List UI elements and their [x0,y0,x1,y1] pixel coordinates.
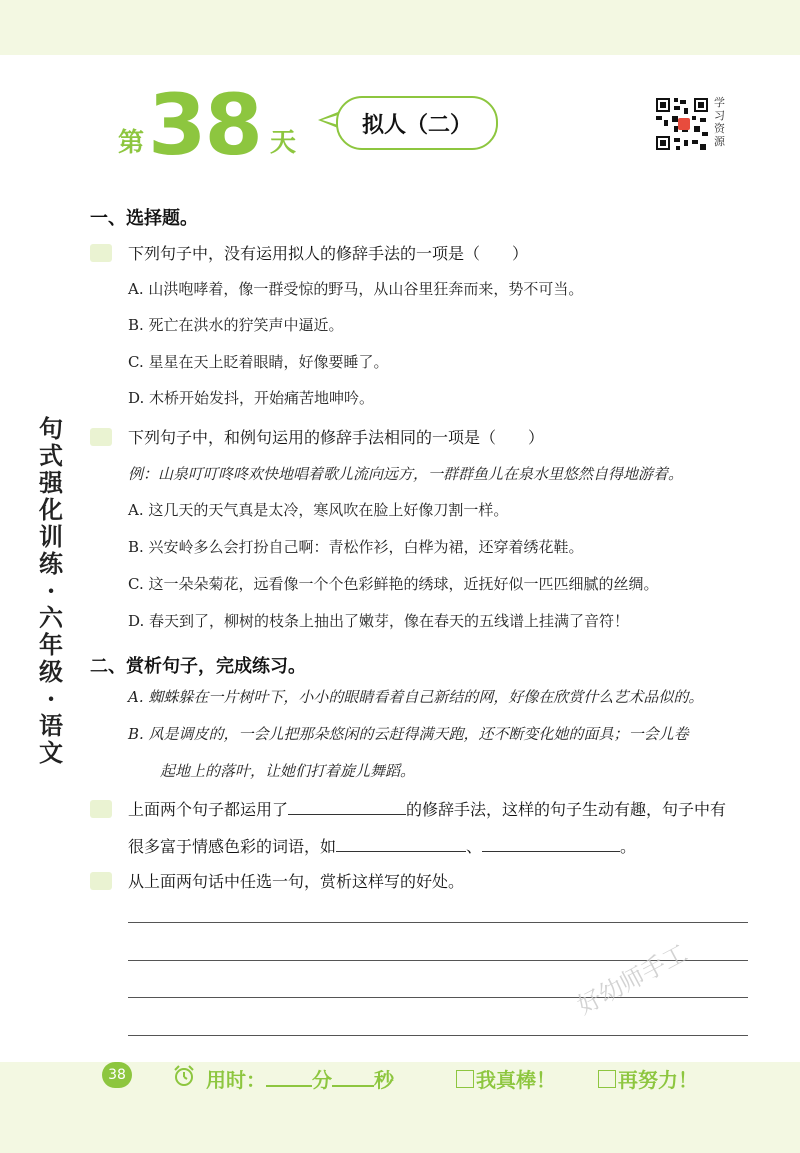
try-again-checkbox[interactable] [598,1070,616,1088]
great-label: 我真棒！ [476,1068,556,1092]
side-label: 句式强化训练·六年级·语文 [39,414,63,767]
question-1-option-c[interactable]: C. 星星在天上眨着眼睛，好像要睡了。 [128,353,389,371]
question-number-2 [90,428,112,446]
answer-line-3[interactable] [128,997,748,998]
second-label: 秒 [374,1068,394,1092]
qr-code-icon[interactable] [654,96,710,152]
passage-b-line-2: 起地上的落叶，让她们打着旋儿舞蹈。 [160,762,416,780]
question-3-separator: 、 [466,837,483,856]
answer-line-4[interactable] [128,1035,748,1036]
seconds-blank[interactable] [332,1067,374,1087]
section-heading-choice: 一、选择题。 [90,208,198,229]
question-3-line-1 [128,797,726,820]
try-again-checkbox-option[interactable] [598,1064,698,1093]
question-1-stem: 下列句子中，没有运用拟人的修辞手法的一项是（ ） [128,244,529,263]
great-checkbox-option[interactable] [456,1064,556,1093]
question-2-option-d[interactable]: D. 春天到了，柳树的枝条上抽出了嫩芽，像在春天的五线谱上挂满了音符！ [128,612,630,630]
rhetoric-blank[interactable] [288,800,406,815]
passage-b-line-1: B. 风是调皮的，一会儿把那朵悠闲的云赶得满天跑，还不断变化她的面具；一会儿卷 [128,725,689,743]
question-number-4 [90,872,112,890]
question-3-part-1: 上面两个句子都运用了 [128,800,289,819]
qr-label: 学习资源 [714,96,725,148]
watermark: 好幼师手工 [572,938,692,1021]
question-3-line-2 [128,834,636,857]
question-2-example: 例：山泉叮叮咚咚欢快地唱着歌儿流向远方，一群群鱼儿在泉水里悠然自得地游着。 [128,465,684,483]
minute-label: 分 [312,1068,332,1092]
question-2-option-b[interactable]: B. 兴安岭多么会打扮自己啊：青松作衫，白桦为裙，还穿着绣花鞋。 [128,538,584,556]
passage-a: A. 蜘蛛躲在一片树叶下，小小的眼睛看着自己新结的网，好像在欣赏什么艺术品似的。 [128,688,704,706]
question-1-option-a[interactable]: A. 山洪咆哮着，像一群受惊的野马，从山谷里狂奔而来，势不可当。 [128,280,584,298]
great-checkbox[interactable] [456,1070,474,1088]
try-again-label: 再努力！ [618,1068,698,1092]
question-number-1 [90,244,112,262]
question-4-stem: 从上面两句话中任选一句，赏析这样写的好处。 [128,872,465,891]
lesson-title: 拟人（二） [336,96,498,150]
page-number: 38 [102,1062,132,1088]
day-prefix: 第 [118,128,145,158]
alarm-clock-icon [172,1064,196,1088]
word-blank-2[interactable] [482,837,620,852]
time-label: 用时： [206,1068,266,1092]
section-heading-appreciation: 二、赏析句子，完成练习。 [90,656,306,677]
question-3-end: 。 [620,837,637,856]
question-2-option-a[interactable]: A. 这几天的天气真是太冷，寒风吹在脸上好像刀割一样。 [128,501,509,519]
top-band [0,0,800,55]
word-blank-1[interactable] [336,837,466,852]
day-suffix: 天 [270,128,297,158]
question-1-option-d[interactable]: D. 木桥开始发抖，开始痛苦地呻吟。 [128,389,375,407]
question-number-3 [90,800,112,818]
time-field [206,1064,394,1093]
day-number: 38 [148,76,261,174]
question-3-part-2: 的修辞手法，这样的句子生动有趣，句子中有 [406,800,727,819]
question-2-stem: 下列句子中，和例句运用的修辞手法相同的一项是（ ） [128,428,545,447]
question-2-option-c[interactable]: C. 这一朵朵菊花，远看像一个个色彩鲜艳的绣球，近抚好似一匹匹细腻的丝绸。 [128,575,659,593]
question-1-option-b[interactable]: B. 死亡在洪水的狞笑声中逼近。 [128,316,344,334]
answer-line-1[interactable] [128,922,748,923]
question-3-part-3: 很多富于情感色彩的词语，如 [128,837,337,856]
minutes-blank[interactable] [266,1067,312,1087]
